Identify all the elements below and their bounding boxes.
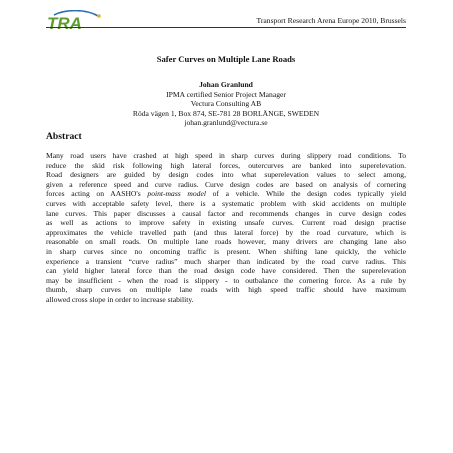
abstract-line: lane curves. This paper discusses a causal factor and recommends changes in curve design codes [46,208,406,218]
abstract-line: can yield higher lateral force than the road design code have considered. Then the superelevation [46,266,406,276]
italic-term: point-mass model [147,189,206,199]
abstract-line: curves with acceptable safety level, there is a systematic problem with skid accidents on multiple [46,198,406,208]
abstract-line: may be insufficient - when the road is slippery - to outbalance the cornering force. As a rule by [46,275,406,285]
conference-title: Transport Research Arena Europe 2010, Brussels [256,16,406,25]
author-address: Röda vägen 1, Box 874, SE-781 28 BORLÄNGE, SWEDEN [132,108,320,118]
abstract-line: Many road users have crashed at high speed in sharp curves during slippery road conditions. To [46,151,406,160]
abstract-line: thumb, sharp curves on multiple lane roads with high speed traffic should have maximum [46,285,406,295]
tra-logo-icon [46,10,106,32]
abstract-line: forces acting on AASHO's point-mass model of a vehicle. While the design codes typically yield [46,189,406,199]
tra-logo [46,10,106,32]
abstract-line: allowed cross slope in order to increase stability. [46,294,194,304]
author-name: Johan Granlund [199,80,253,89]
abstract-line: Road designers are guided by design codes into what superelevation values to select among, [46,170,406,180]
abstract-line: in sharp curves since no oncoming traffic is present. When shifting lane quickly, the vehicle [46,246,406,256]
abstract-line: approximates the vehicle travelled path (and thus lateral force) by the road curvature, which is [46,227,406,237]
abstract-body [46,151,406,305]
author-block [46,80,406,128]
author-role: IPMA certified Senior Project Manager [166,89,286,99]
abstract-line: reduce the skid risk following high lateral forces, outercurves are banked into superelevation. [46,160,406,170]
author-email: johan.granlund@vectura.se [184,118,268,128]
header-divider [46,27,406,28]
abstract-line: given a reference speed and curve radius. Curve design codes are based on analysis of cornering [46,179,406,189]
abstract-heading: Abstract [46,131,82,142]
paper-title: Safer Curves on Multiple Lane Roads [156,54,296,64]
abstract-line: experience a transient “curve radius” much sharper than indicated by the road curve radius. This [46,256,406,266]
author-company: Vectura Consulting AB [190,99,262,109]
abstract-line: as well as actions to improve safety in existing unsafe curves. Current road design practise [46,218,406,228]
page-header [46,10,406,32]
abstract-line: reasonable on small roads. On multiple lane roads however, many drivers are changing lane also [46,237,406,247]
logo-text: TRA [47,14,82,32]
